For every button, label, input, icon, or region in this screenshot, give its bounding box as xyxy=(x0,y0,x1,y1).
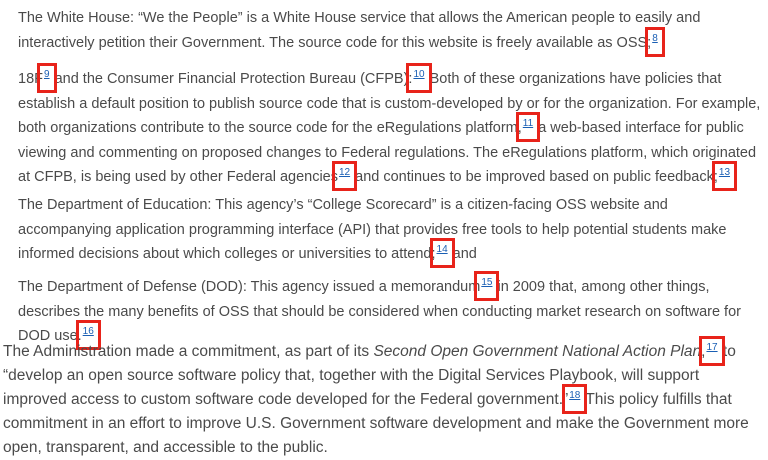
paragraph-department-of-education xyxy=(18,193,763,267)
footnote-link[interactable]: 17 xyxy=(706,341,718,353)
paragraph-administration-commitment xyxy=(3,340,763,460)
paragraph-text: a web-based interface for public viewing and commenting on proposed changes to Federal regulations. The eRegulations platform, which originated at CFPB, is being used by other Federal agencies xyxy=(18,120,757,185)
paragraph-text: and xyxy=(448,246,477,262)
paragraph-text: 18F xyxy=(18,71,43,87)
paragraph-text: The Department of Education: This agency’s “College Scorecard” is a citizen-facing OSS website and accompanying application programming interface (API) that provides free tools to help potential students make informed decisions about which colleges or universities to attend; xyxy=(18,197,727,262)
footnote-link[interactable]: 9 xyxy=(44,69,50,81)
footnote-link[interactable]: 18 xyxy=(569,389,581,401)
paragraph-18f-cfpb xyxy=(18,67,763,190)
footnote-link[interactable]: 12 xyxy=(338,167,351,179)
paragraph-text: and continues to be improved based on public feedback; xyxy=(351,169,718,185)
paragraph-text: This policy fulfills that commitment in an effort to improve U.S. Government software development and make the Government more open, transparent, and accessible to the public. xyxy=(3,391,749,456)
paragraph-text: in 2009 that, among other things, describes the many benefits of OSS that should be considered when conducting market research on software for DOD use. xyxy=(18,279,741,344)
plan-title: Second Open Government National Action Plan xyxy=(373,343,702,360)
paragraph-text: The Administration made a commitment, as part of its xyxy=(3,343,374,360)
footnote-link[interactable]: 14 xyxy=(436,244,448,256)
paragraph-we-the-people xyxy=(18,6,763,55)
paragraph-text: Both of these organizations have policies that establish a default position to publish source code that is custom-developed by or for the organization. For example, both organizations contribute to the source code for the eRegulations platform, xyxy=(18,71,761,136)
footnote-link[interactable]: 11 xyxy=(522,118,534,130)
footnote-link[interactable]: 13 xyxy=(718,167,731,179)
paragraph-text: and the Consumer Financial Protection Bureau (CFPB): xyxy=(50,71,413,87)
paragraph-department-of-defense xyxy=(18,275,763,349)
paragraph-text: The Department of Defense (DOD): This agency issued a memorandum xyxy=(18,279,481,295)
footnote-link[interactable]: 16 xyxy=(82,326,94,338)
footnote-link[interactable]: 15 xyxy=(481,277,493,289)
paragraph-text: to “develop an open source software policy that, together with the Digital Services Playbook, will support improved access to custom software code developed for the Federal government.” xyxy=(3,343,736,408)
paragraph-text: The White House: “We the People” is a White House service that allows the American people to easily and interactively petition their Government. The source code for this website is freely available as OSS; xyxy=(18,10,701,51)
footnote-link[interactable]: 10 xyxy=(413,69,425,81)
paragraph-text: , xyxy=(701,343,706,360)
footnote-link[interactable]: 8 xyxy=(652,32,658,44)
